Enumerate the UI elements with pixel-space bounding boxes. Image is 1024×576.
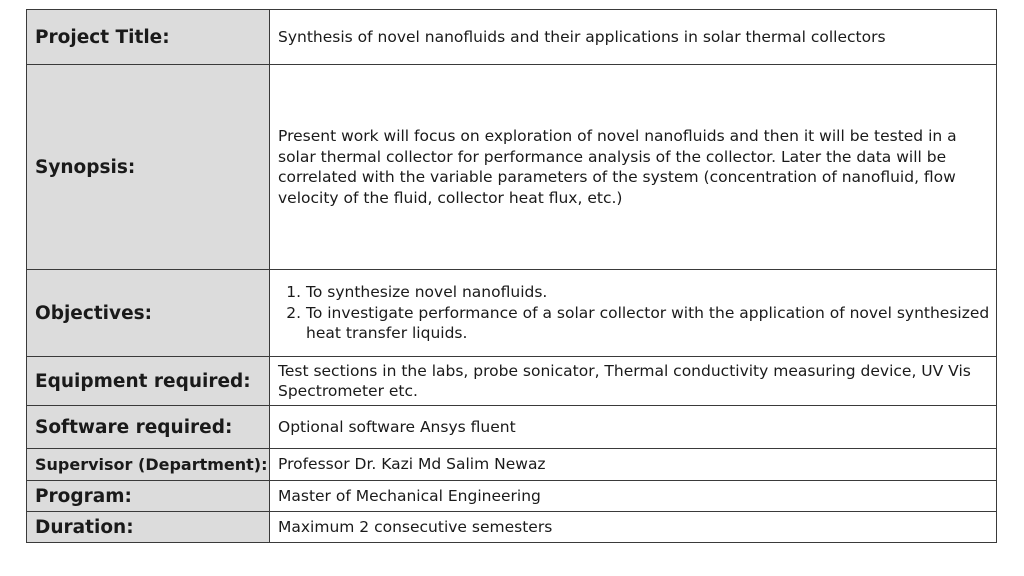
- project-title-value: Synthesis of novel nanofluids and their applications in solar thermal collectors: [270, 10, 997, 65]
- row-duration: [27, 512, 997, 543]
- objectives-value: [270, 270, 997, 357]
- supervisor-value: Professor Dr. Kazi Md Salim Newaz: [270, 449, 997, 481]
- software-label: Software required:: [27, 406, 270, 449]
- project-info-table: [26, 9, 997, 543]
- project-title-label: Project Title:: [27, 10, 270, 65]
- objectives-list: [278, 282, 996, 344]
- row-objectives: [27, 270, 997, 357]
- equipment-label: Equipment required:: [27, 357, 270, 406]
- objective-item: 1. To synthesize novel nanofluids.: [306, 282, 996, 303]
- equipment-value: Test sections in the labs, probe sonicator, Thermal conductivity measuring device, UV Vis Spectrometer etc.: [270, 357, 997, 406]
- duration-label: Duration:: [27, 512, 270, 543]
- row-synopsis: [27, 65, 997, 270]
- software-value: Optional software Ansys fluent: [270, 406, 997, 449]
- supervisor-label: Supervisor (Department):: [27, 449, 270, 481]
- row-supervisor: [27, 449, 997, 481]
- row-program: [27, 481, 997, 512]
- objective-item: 2. To investigate performance of a solar collector with the application of novel synthesized heat transfer liquids.: [306, 303, 996, 344]
- program-value: Master of Mechanical Engineering: [270, 481, 997, 512]
- objectives-label: Objectives:: [27, 270, 270, 357]
- row-software: [27, 406, 997, 449]
- duration-value: Maximum 2 consecutive semesters: [270, 512, 997, 543]
- row-equipment: [27, 357, 997, 406]
- row-project-title: [27, 10, 997, 65]
- program-label: Program:: [27, 481, 270, 512]
- synopsis-label: Synopsis:: [27, 65, 270, 270]
- synopsis-value: Present work will focus on exploration of novel nanofluids and then it will be tested in a solar thermal collector for performance analysis of the collector. Later the data will be correlated with the variable parameters of the system (concentration of nanofluid, flow velocity of the fluid, collector heat flux, etc.): [270, 65, 997, 270]
